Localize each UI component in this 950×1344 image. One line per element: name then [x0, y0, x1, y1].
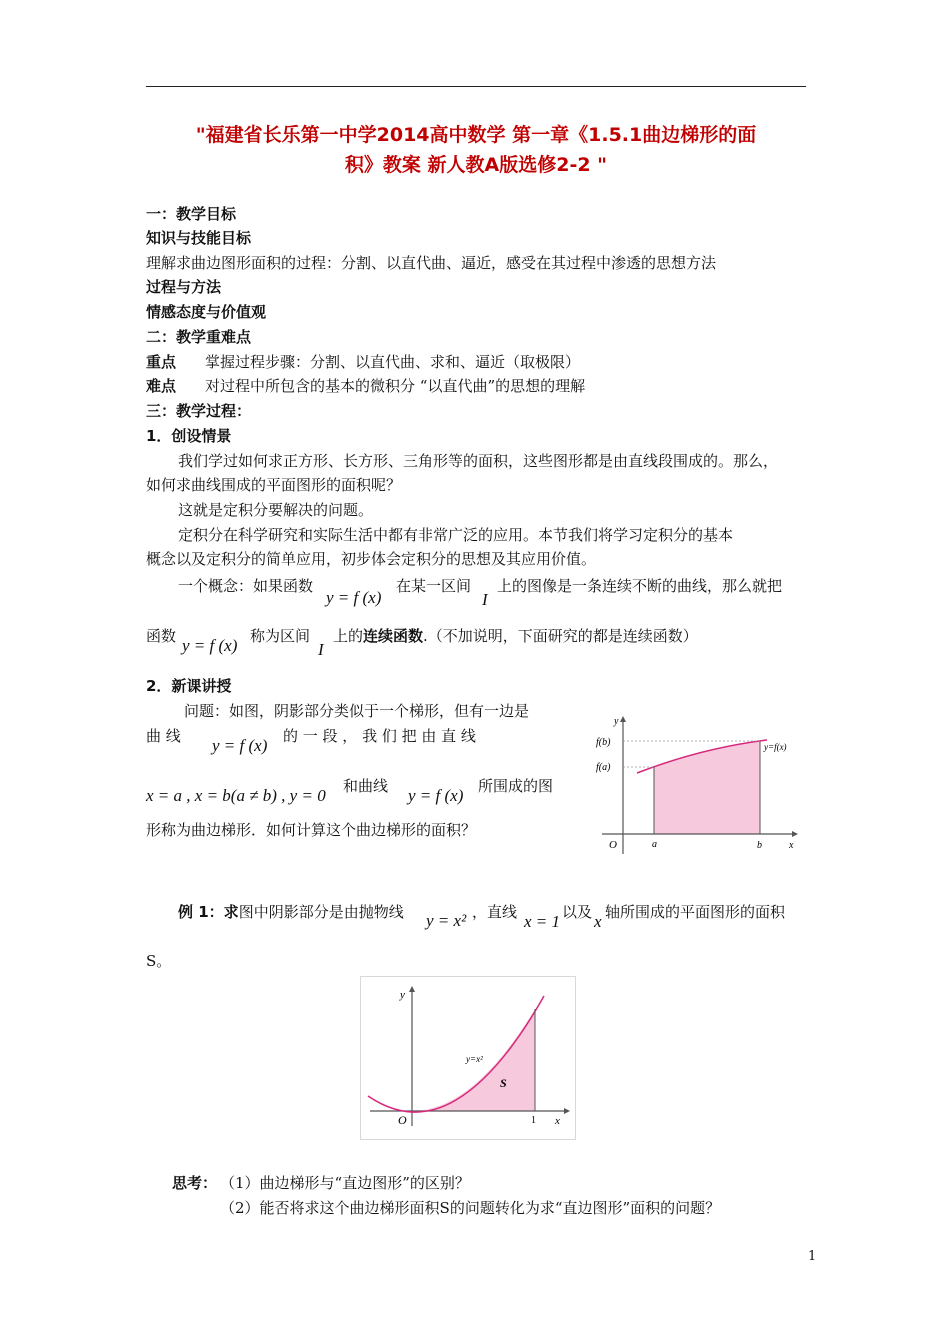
math-interval-I-1: I [482, 590, 488, 609]
example-line2: S。 [146, 952, 172, 970]
question-line3a: 和曲线 [343, 777, 389, 795]
header-rule [146, 86, 806, 87]
concept2-text-c: 上的 [333, 627, 364, 645]
figure1-fa-label: f(a) [596, 762, 611, 773]
concept2-text-d: .（不加说明，下面研究的都是连续函数） [423, 627, 698, 645]
key-text: 掌握过程步骤：分割、以直代曲、求和、逼近（取极限） [205, 353, 581, 371]
knowledge-text: 理解求曲边图形面积的过程：分割、以直代曲、逼近，感受在其过程中渗透的思想方法 [146, 254, 717, 272]
figure2-x-label: x [555, 1115, 560, 1127]
figure1-shaded-region [654, 741, 760, 834]
paragraph1-line1: 我们学过如何求正方形、长方形、三角形等的面积，这些图形都是由直线段围成的。那么， [178, 452, 779, 470]
paragraph3-line1: 定积分在科学研究和实际生活中都有非常广泛的应用。本节我们将学习定积分的基本 [178, 526, 734, 544]
figure2-curve-label: y=x² [466, 1054, 483, 1064]
question-line2b: 的 一 段 ， 我 们 把 由 直 线 [283, 727, 476, 745]
figure1-fb-label: f(b) [596, 737, 611, 748]
step1-heading: 1．创设情景 [146, 427, 232, 445]
key-label: 重点 [146, 353, 177, 371]
figure1-y-arrow [620, 716, 626, 722]
example-text-b: ，直线 [472, 903, 518, 921]
figure-parabola [360, 976, 576, 1140]
concept-text-b: 在某一区间 [396, 577, 472, 595]
concept2-text-b: 称为区间 [250, 627, 311, 645]
example-line1 [178, 902, 404, 922]
question-line2a: 曲 线 [146, 727, 181, 745]
math-y-fx-2: y = f (x) [182, 636, 238, 655]
document-title-line2: 积》教案 新人教A版选修2-2 " [344, 154, 608, 176]
concept2-text-a: 函数 [146, 627, 177, 645]
paragraph3-line2: 概念以及定积分的简单应用，初步体会定积分的思想及其应用价值。 [146, 550, 597, 568]
example-text-c: 以及 [562, 903, 593, 921]
difficult-text: 对过程中所包含的基本的微积分 “以直代曲”的思想的理解 [205, 377, 586, 395]
document-title-line1: "福建省长乐第一中学2014高中数学 第一章《1.5.1曲边梯形的面 [195, 124, 757, 146]
step2-heading: 2．新课讲授 [146, 677, 232, 695]
figure1-a-label: a [652, 839, 657, 850]
figure2-one-label: 1 [531, 1115, 536, 1126]
knowledge-heading: 知识与技能目标 [146, 229, 252, 247]
figure1-curve-label: y=f(x) [764, 742, 787, 752]
example-text-a: 图中阴影部分是由抛物线 [238, 903, 404, 921]
figure1-b-label: b [757, 840, 762, 851]
math-y-x2: y = x² [426, 911, 467, 930]
keypoints-heading: 二：教学重难点 [146, 328, 252, 346]
concept-text-a: 一个概念：如果函数 [178, 577, 314, 595]
math-interval-I-2: I [318, 640, 324, 659]
math-y-fx-1: y = f (x) [326, 588, 382, 607]
concept2-line [333, 626, 698, 646]
figure2-area-label: S [500, 1076, 507, 1090]
difficult-label: 难点 [146, 377, 177, 395]
page-number: 1 [808, 1249, 817, 1264]
question-line1: 问题：如图，阴影部分类似于一个梯形，但有一边是 [184, 702, 530, 720]
question-line3b: 所围成的图 [478, 777, 554, 795]
example-bold: 求 [223, 903, 239, 921]
example-text-d: 轴所围成的平面图形的面积 [605, 903, 786, 921]
example-label: 例 1： [178, 903, 224, 921]
math-y-fx-4: y = f (x) [408, 786, 464, 805]
math-x-eq-1: x = 1 [524, 912, 561, 931]
figure-curved-trapezoid [592, 712, 802, 862]
figure1-y-label: y [614, 716, 619, 727]
math-y-fx-3: y = f (x) [212, 736, 268, 755]
figure1-origin: O [609, 839, 617, 851]
figure2-origin: O [398, 1113, 407, 1127]
think-question1: （1）曲边梯形与“直边图形”的区别？ [220, 1174, 470, 1192]
concept2-bold: 连续函数 [363, 627, 424, 645]
paragraph1-line2: 如何求曲线围成的平面图形的面积呢？ [146, 476, 402, 494]
question-line4: 形称为曲边梯形．如何计算这个曲边梯形的面积？ [146, 821, 477, 839]
math-x: x [594, 912, 602, 931]
figure2-y-label: y [400, 989, 405, 1001]
math-lines: x = a , x = b(a ≠ b) , y = 0 [146, 786, 326, 805]
figure1-x-label: x [789, 840, 794, 851]
concept-text-c: 上的图像是一条连续不断的曲线，那么就把 [497, 577, 783, 595]
process-steps-heading: 三：教学过程： [146, 402, 252, 420]
process-heading: 过程与方法 [146, 278, 222, 296]
paragraph2: 这就是定积分要解决的问题。 [178, 501, 374, 519]
figure1-x-arrow [792, 831, 798, 837]
goals-heading: 一：教学目标 [146, 205, 237, 223]
think-label: 思考： [172, 1174, 218, 1192]
think-question2: （2）能否将求这个曲边梯形面积S的问题转化为求“直边图形”面积的问题？ [220, 1199, 721, 1217]
emotion-heading: 情感态度与价值观 [146, 303, 267, 321]
